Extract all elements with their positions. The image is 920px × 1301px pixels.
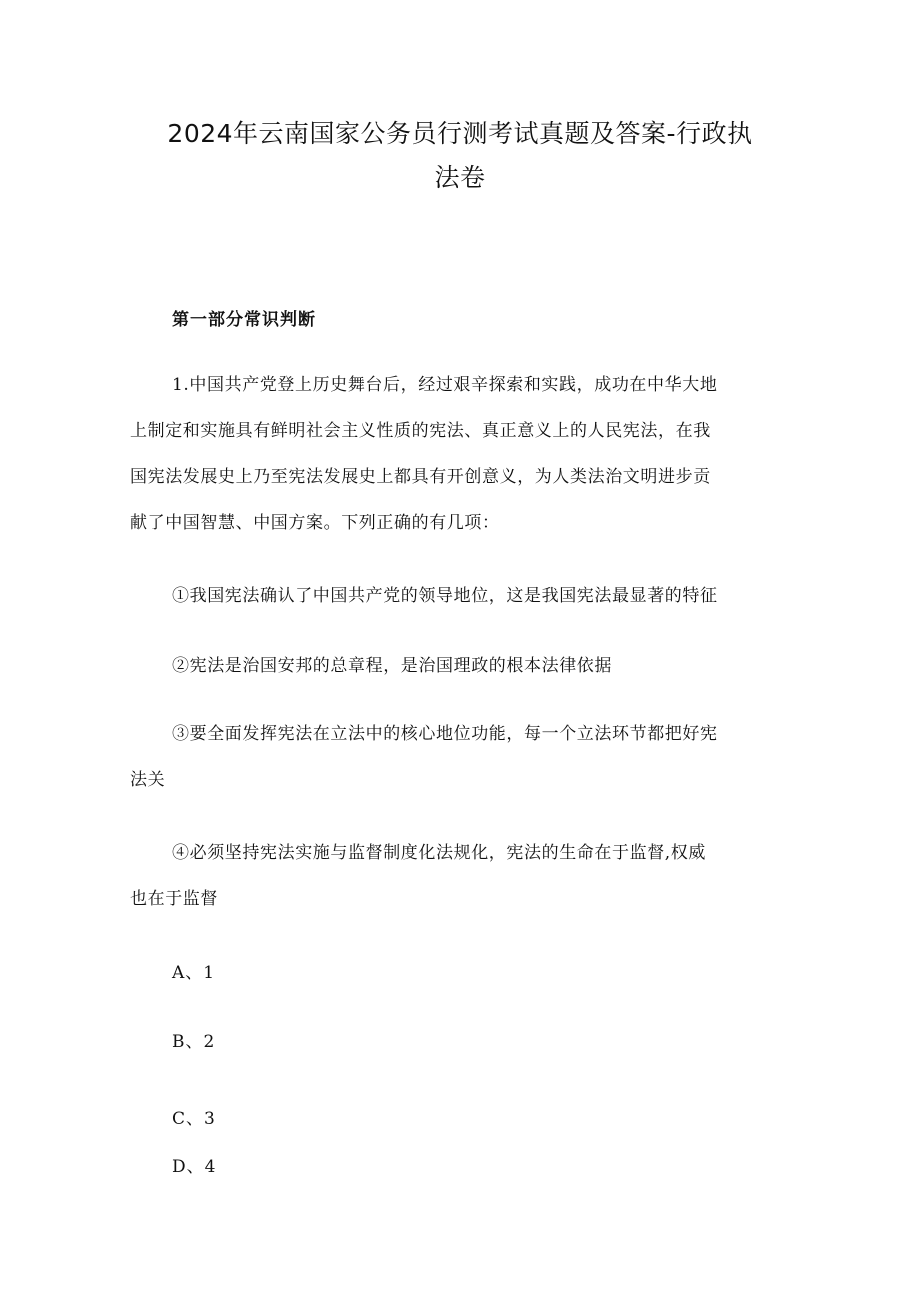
statement-1 <box>130 573 802 619</box>
question-stem-line: 1.中国共产党登上历史舞台后，经过艰辛探索和实践，成功在中华大地 <box>172 375 718 395</box>
title-line-1: 2024年云南国家公务员行测考试真题及答案-行政执 <box>167 119 753 148</box>
option-a: A、1 <box>172 963 216 983</box>
question-stem-line: 国宪法发展史上乃至宪法发展史上都具有开创意义，为人类法治文明进步贡 <box>130 467 711 487</box>
statement-2-text: ②宪法是治国安邦的总章程，是治国理政的根本法律依据 <box>172 656 612 676</box>
question-stem-line: 献了中国智慧、中国方案。下列正确的有几项： <box>130 513 500 533</box>
title-line-2: 法卷 <box>434 163 486 192</box>
statement-4 <box>130 830 802 922</box>
question-stem-line: 上制定和实施具有鲜明社会主义性质的宪法、真正意义上的人民宪法，在我 <box>130 421 711 441</box>
statement-1-text: ①我国宪法确认了中国共产党的领导地位，这是我国宪法最显著的特征 <box>172 586 718 606</box>
statement-2 <box>130 643 802 689</box>
document-title <box>130 112 790 200</box>
option-c: C、3 <box>172 1109 216 1129</box>
statement-4-line: ④必须坚持宪法实施与监督制度化法规化，宪法的生命在于监督,权威 <box>172 843 707 863</box>
statement-3 <box>130 711 802 803</box>
option-b: B、2 <box>172 1032 216 1052</box>
statement-3-line: 法关 <box>130 770 166 790</box>
section-heading: 第一部分常识判断 <box>172 310 316 330</box>
option-d: D、4 <box>172 1157 217 1177</box>
statement-3-line: ③要全面发挥宪法在立法中的核心地位功能，每一个立法环节都把好宪 <box>172 724 718 744</box>
question-stem <box>130 362 802 546</box>
statement-4-line: 也在于监督 <box>130 889 218 909</box>
